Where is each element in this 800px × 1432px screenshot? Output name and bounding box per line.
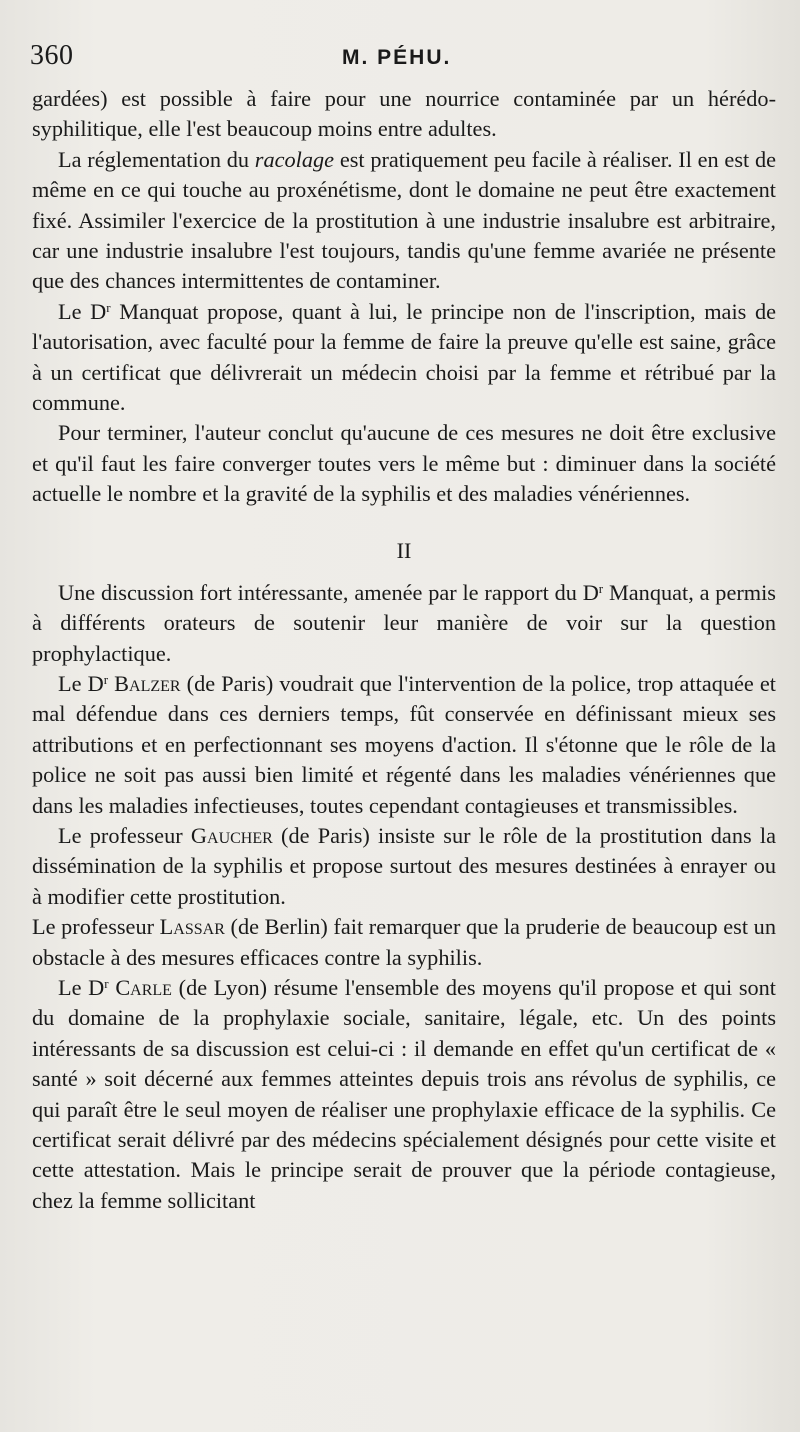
superscript: r bbox=[598, 580, 604, 596]
text-run: Manquat propose, quant à lui, le principe non de l'inscription, mais de l'autorisation, avec faculté pour la femme de faire la preuve qu'elle est saine, grâce à un certificat que délivrerait un médecin choisi par la femme et rétribué par la commune. bbox=[32, 298, 776, 416]
paragraph-carle bbox=[32, 973, 776, 1216]
page-number: 360 bbox=[30, 40, 74, 71]
text-run: (de Lyon) résume l'ensemble des moyens qu'il propose et qui sont du domaine de la prophylaxie sociale, sanitaire, légale, etc. Un des points intéressants de sa discussion est celui-ci : il demande en effet qu'un certificat de « santé » soit décerné aux femmes atteintes depuis trois ans révolus de syphilis, ce qui paraît être le seul moyen de réaliser une prophylaxie efficace de la syphilis. Ce certificat serait délivré par des médecins spécialement désignés pour cette visite et cette attestation. Mais le principe serait de prouver que la période contagieuse, chez la femme sollicitant bbox=[32, 974, 776, 1213]
paragraph-gaucher bbox=[32, 821, 776, 912]
superscript: r bbox=[103, 671, 109, 687]
author-name: Carle bbox=[115, 974, 172, 1000]
running-head: M. PÉHU. bbox=[342, 46, 452, 69]
superscript: r bbox=[104, 975, 109, 991]
page-header bbox=[30, 40, 760, 76]
text-run: (de Paris) voudrait que l'intervention de la police, trop attaquée et mal défendue dans ces derniers temps, fût conservée en définissant mieux ses attributions et en perfectionnant ses moyens d'action. Il s'étonne que le rôle de la police ne soit pas aussi bien limité et régenté dans les maladies vénériennes que dans les maladies infectieuses, toutes cependant contagieuses et transmissibles. bbox=[32, 670, 776, 818]
author-name: Lassar bbox=[159, 914, 225, 940]
text-run: Le D bbox=[58, 298, 107, 324]
text-run: (de Paris) insiste sur le rôle de la prostitution dans la dissémination de la syphilis et propose surtout des mesures destinées à enrayer ou à modifier cette prostitution. bbox=[32, 822, 776, 909]
text-run: Le professeur bbox=[58, 822, 191, 848]
author-name: Balzer bbox=[114, 670, 181, 696]
paragraph-continued: gardées) est possible à faire pour une nourrice contaminée par un hérédo-syphilitique, elle l'est beaucoup moins entre adultes. bbox=[32, 86, 776, 142]
section-number: II bbox=[396, 537, 412, 563]
author-name: Gaucher bbox=[190, 822, 273, 848]
text-run: (de Berlin) fait remarquer que la pruderie de beaucoup est un obstacle à des mesures efficaces contre la syphilis. bbox=[32, 914, 776, 970]
text-run: Une discussion fort intéressante, amenée par le rapport du D bbox=[58, 579, 599, 605]
paragraph-discussion bbox=[32, 578, 776, 669]
text-run: Manquat, a permis à différents orateurs de soutenir leur manière de voir sur la question prophylactique. bbox=[32, 579, 776, 666]
paragraph-lassar bbox=[32, 912, 776, 973]
italic-term: racolage bbox=[254, 146, 335, 172]
text-run: Le professeur bbox=[32, 914, 160, 940]
page-body bbox=[32, 84, 776, 1216]
text-run: La réglementation du bbox=[58, 146, 255, 172]
paragraph-manquat bbox=[32, 297, 776, 419]
paragraph-balzer bbox=[32, 669, 776, 821]
paragraph-conclusion: Pour terminer, l'auteur conclut qu'aucune de ces mesures ne doit être exclusive et qu'il faut les faire converger toutes vers le même but : diminuer dans la société actuelle le nombre et la gravité de la syphilis et des maladies vénériennes. bbox=[32, 420, 776, 507]
text-run: Le D bbox=[58, 670, 104, 696]
paragraph-racolage bbox=[32, 145, 776, 297]
superscript: r bbox=[106, 299, 111, 315]
text-run: Le D bbox=[58, 974, 105, 1000]
text-run: est pratiquement peu facile à réaliser. Il en est de même en ce qui touche au proxénétisme, dont le domaine ne peut être exactement fixé. Assimiler l'exercice de la prostitution à une industrie insalubre est arbitraire, car une industrie insalubre l'est toujours, tandis qu'une femme avariée ne présente que des chances intermittentes de contaminer. bbox=[32, 146, 776, 294]
